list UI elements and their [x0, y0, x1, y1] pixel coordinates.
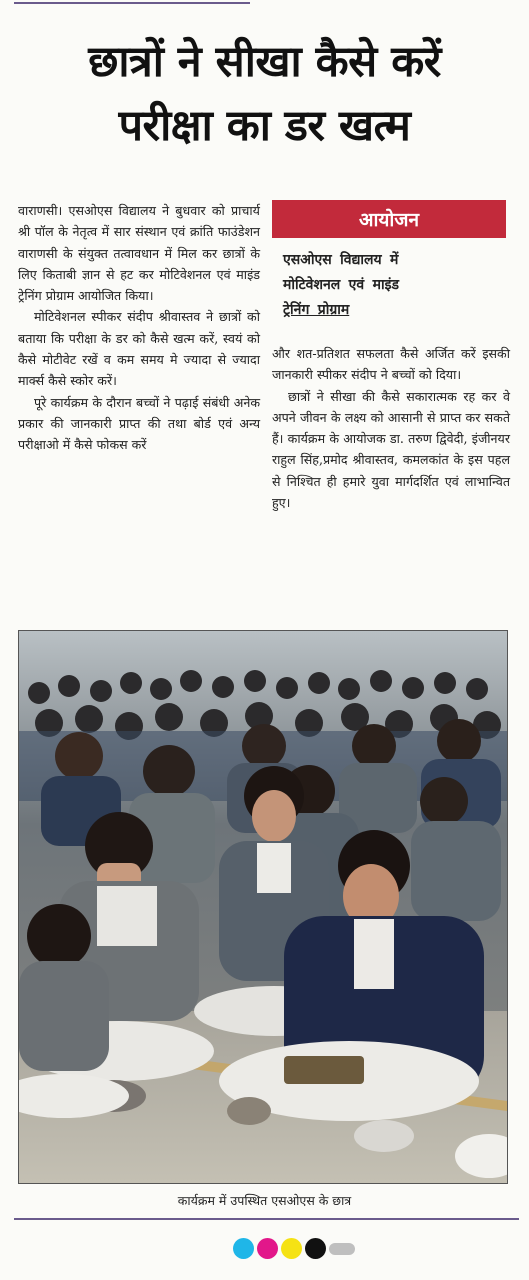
registration-dot-yellow: [281, 1238, 302, 1259]
article-left-column: [18, 200, 260, 456]
photo-caption: कार्यक्रम में उपस्थित एसओएस के छात्र: [177, 1193, 352, 1208]
bottom-rule: [14, 1218, 519, 1220]
paragraph-1: वाराणसी। एसओएस विद्यालय ने बुधवार को प्राचार्य श्री पॉल के नेतृत्व में सार संस्थान एवं क्रांति फाउंडेशन वाराणसी के संयुक्त तत्वावधान में मिल कर छात्रों के लिए किताबी ज्ञान से हट कर मोटिवेशनल एवं माइंड ट्रेनिंग प्रोग्राम आयोजित किया।: [18, 203, 260, 304]
headline-line-1: छात्रों ने सीखा कैसे करें: [88, 37, 441, 87]
registration-marks: [233, 1238, 355, 1259]
top-rule: [14, 2, 250, 4]
paragraph-3: पूरे कार्यक्रम के दौरान बच्चों ने पढ़ाई संबंधी अनेक प्रकार की जानकारी प्राप्त की तथा बोर्ड एवं अन्य परीक्षाओ में कैसे फोकस करें: [18, 394, 260, 453]
subheadline: [283, 248, 508, 323]
article-photo: [18, 630, 508, 1184]
headline-line-2: परीक्षा का डर खत्म: [118, 101, 411, 151]
section-badge: आयोजन: [272, 200, 506, 238]
subhead-line-3: ट्रेनिंग प्रोग्राम: [283, 302, 350, 318]
subhead-line-1: एसओएस विद्यालय में: [283, 252, 399, 268]
registration-dot-grey: [329, 1243, 355, 1255]
registration-dot-cyan: [233, 1238, 254, 1259]
paragraph-4: और शत-प्रतिशत सफलता कैसे अर्जित करें इसकी जानकारी स्पीकर संदीप ने बच्चों को दिया।: [272, 346, 510, 383]
article-right-column: [272, 343, 510, 513]
paragraph-5: छात्रों ने सीखा की कैसे सकारात्मक रह कर वे अपने जीवन के लक्ष्य को आसानी से प्राप्त कर सकते हैं। कार्यक्रम के आयोजक डा. तरुण द्विवेदी, इंजीनयर राहुल सिंह,प्रमोद श्रीवास्तव, कमलकांत के इस पहल से निश्चित ही हमारे युवा मार्गदर्शित एवं लाभान्वित हुए।: [272, 388, 510, 511]
registration-dot-magenta: [257, 1238, 278, 1259]
subhead-line-2: मोटिवेशनल एवं माइंड: [283, 277, 399, 293]
paragraph-2: मोटिवेशनल स्पीकर संदीप श्रीवास्तव ने छात्रों को बताया कि परीक्षा के डर को कैसे खत्म करें, स्वयं को कैसे मोटीवेट रखें व कम समय मे ज्यादा से ज्यादा मार्क्स कैसे स्कोर करें।: [18, 309, 260, 389]
students-photo-illustration: [19, 631, 507, 1183]
registration-dot-black: [305, 1238, 326, 1259]
headline: [0, 30, 529, 158]
